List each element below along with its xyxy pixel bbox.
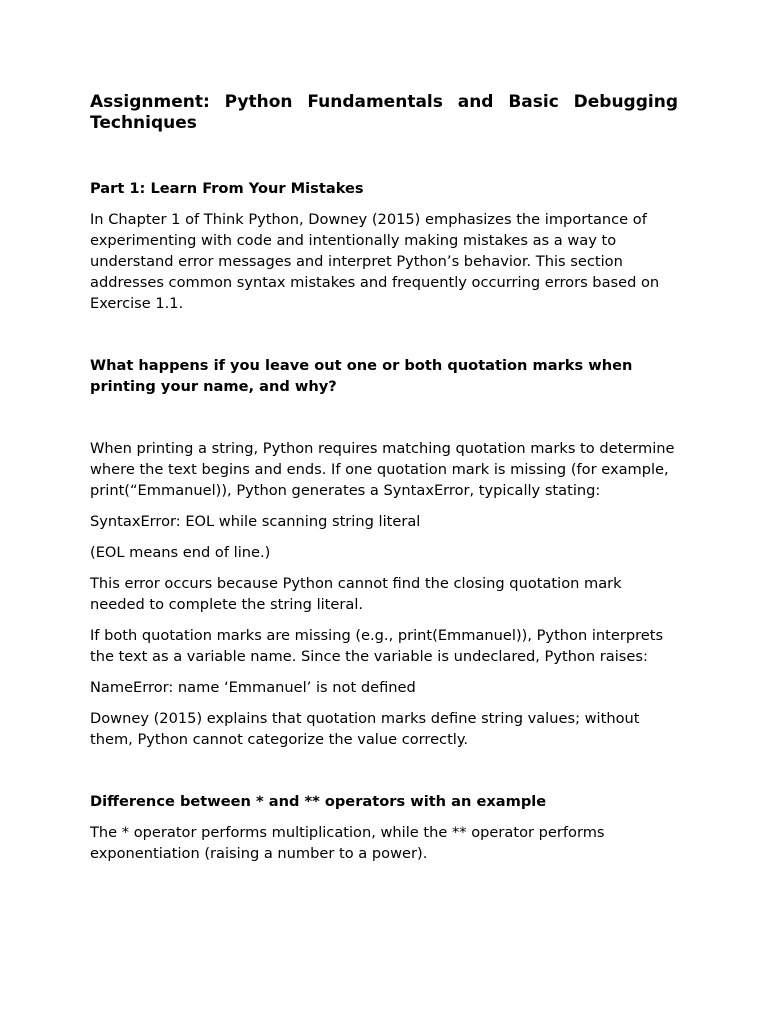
question2-heading: Difference between * and ** operators with an example (90, 793, 547, 810)
document-page (90, 92, 678, 864)
name-error-message: NameError: name ‘Emmanuel’ is not defined (90, 679, 416, 696)
document-title: Assignment: Python Fundamentals and Basic Debugging Techniques (90, 92, 678, 133)
eol-note: (EOL means end of line.) (90, 544, 271, 561)
question1-heading: What happens if you leave out one or both quotation marks when printing your name, and why? (90, 357, 633, 395)
question1-paragraph-2: This error occurs because Python cannot find the closing quotation mark needed to complete the string literal. (90, 575, 622, 613)
question1-paragraph-4: Downey (2015) explains that quotation marks define string values; without them, Python cannot categorize the value correctly. (90, 710, 640, 748)
question1-paragraph-1: When printing a string, Python requires matching quotation marks to determine where the text begins and ends. If one quotation mark is missing (for example, print(“Emmanuel)), Python generates a SyntaxError, typically stating: (90, 440, 675, 499)
part1-heading: Part 1: Learn From Your Mistakes (90, 180, 364, 197)
question1-paragraph-3: If both quotation marks are missing (e.g., print(Emmanuel)), Python interprets the text as a variable name. Since the variable is undeclared, Python raises: (90, 627, 664, 665)
part1-intro-paragraph: In Chapter 1 of Think Python, Downey (2015) emphasizes the importance of experimenting with code and intentionally making mistakes as a way to understand error messages and interpret Python’s behavior. This section addresses common syntax mistakes and frequently occurring errors based on Exercise 1.1. (90, 211, 660, 312)
question2-paragraph-1: The * operator performs multiplication, while the ** operator performs exponentiation (raising a number to a power). (90, 824, 605, 862)
syntax-error-message: SyntaxError: EOL while scanning string literal (90, 513, 421, 530)
